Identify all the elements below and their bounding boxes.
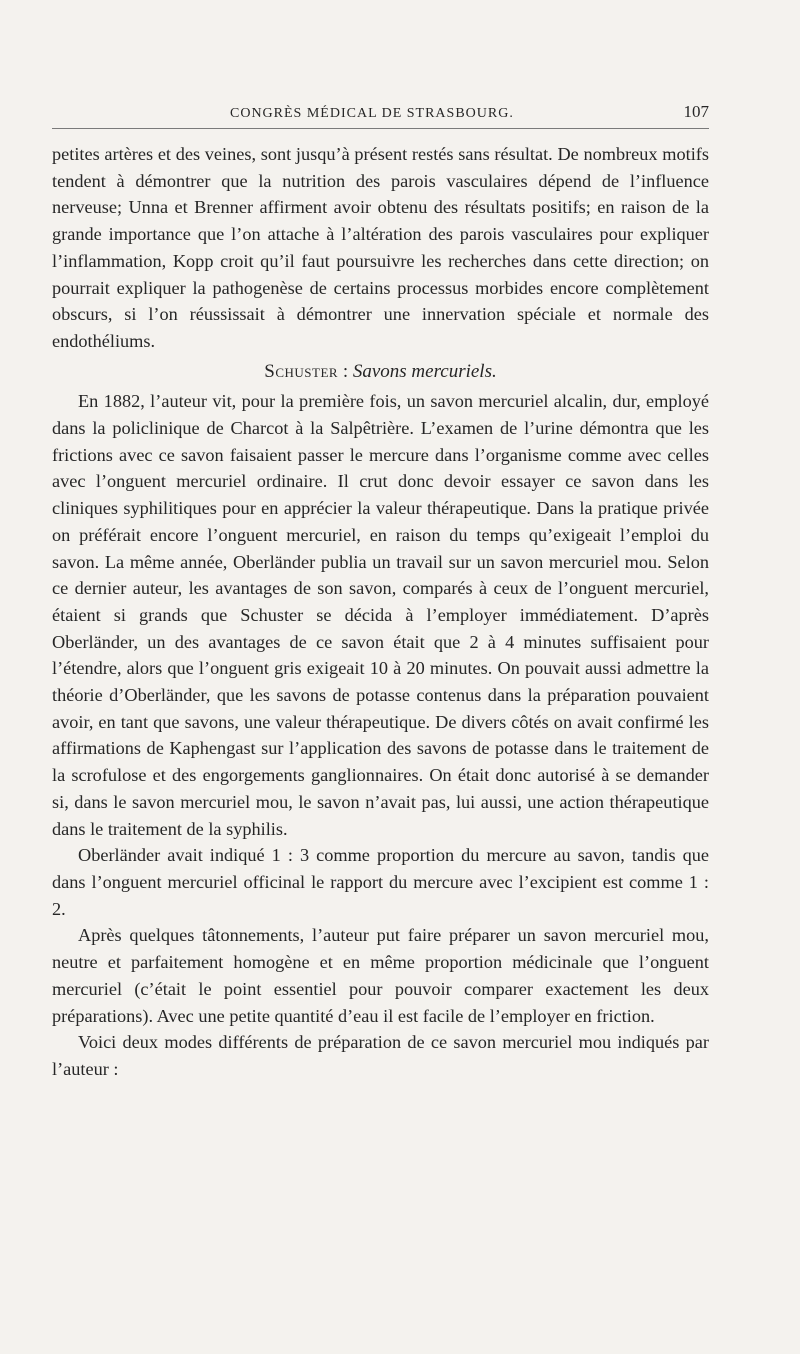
running-head: [52, 88, 709, 124]
section-author: Schuster: [264, 360, 339, 382]
paragraph-2: En 1882, l’auteur vit, pour la première fois, un savon mercuriel alcalin, dur, employé dans la policlinique de Charcot à la Salpêtrière. L’examen de l’urine démontra que les frictions avec ce savon faisaient passer le mercure dans l’organisme comme avec celles avec l’onguent mercuriel ordinaire. Il crut donc devoir essayer ce savon dans les cliniques syphilitiques pour en apprécier la valeur thérapeutique. Dans la pratique privée on préférait encore l’onguent mercuriel, en raison du temps qu’exigeait l’emploi du savon. La même année, Oberländer publia un travail sur un savon mercuriel mou. Selon ce dernier auteur, les avantages de son savon, comparés à ceux de l’onguent mercuriel, étaient si grands que Schuster se décida à l’employer immédiatement. D’après Oberländer, un des avantages de ce savon était que 2 à 4 minutes suffisaient pour l’étendre, alors que l’onguent gris exigeait 10 à 20 minutes. On pouvait aussi admettre la théorie d’Oberländer, que les savons de potasse contenus dans la préparation pouvaient avoir, en tant que savons, une valeur thérapeutique. De divers côtés on avait confirmé les affirmations de Kaphengast sur l’application des savons de potasse dans le traitement de la scrofulose et des engorgements ganglionnaires. On était donc autorisé à se demander si, dans le savon mercuriel mou, le savon n’avait pas, lui aussi, une action thérapeutique dans le traitement de la syphilis.: [52, 391, 709, 839]
section-subject: Savons mercuriels.: [352, 360, 497, 382]
running-title: CONGRÈS MÉDICAL DE STRASBOURG.: [230, 106, 514, 121]
section-heading: [52, 359, 709, 386]
body-text: [52, 141, 709, 1083]
section-separator: :: [338, 360, 353, 382]
paragraph-5: Voici deux modes différents de préparation de ce savon mercuriel mou indiqués par l’auteur :: [52, 1032, 709, 1079]
document-page: [52, 88, 709, 1083]
paragraph-3: Oberländer avait indiqué 1 : 3 comme proportion du mercure au savon, tandis que dans l’onguent mercuriel officinal le rapport du mercure avec l’excipient est comme 1 : 2.: [52, 845, 709, 919]
paragraph-1: petites artères et des veines, sont jusqu’à présent restés sans résultat. De nombreux motifs tendent à démontrer que la nutrition des parois vasculaires dépend de l’influence nerveuse; Unna et Brenner affirment avoir obtenu des résultats positifs; en raison de la grande importance que l’on attache à l’altération des parois vasculaires pour expliquer l’inflammation, Kopp croit qu’il faut poursuivre les recherches dans cette direction; on pourrait expliquer la pathogenèse de certains processus morbides encore complètement obscurs, si l’on réussissait à démontrer une innervation spéciale et normale des endothéliums.: [52, 144, 709, 351]
header-rule: [52, 128, 709, 129]
paragraph-4: Après quelques tâtonnements, l’auteur put faire préparer un savon mercuriel mou, neutre et parfaitement homogène et en même proportion médicinale que l’onguent mercuriel (c’était le point essentiel pour pouvoir comparer exactement les deux préparations). Avec une petite quantité d’eau il est facile de l’employer en friction.: [52, 925, 709, 1026]
page-number: 107: [683, 102, 709, 121]
